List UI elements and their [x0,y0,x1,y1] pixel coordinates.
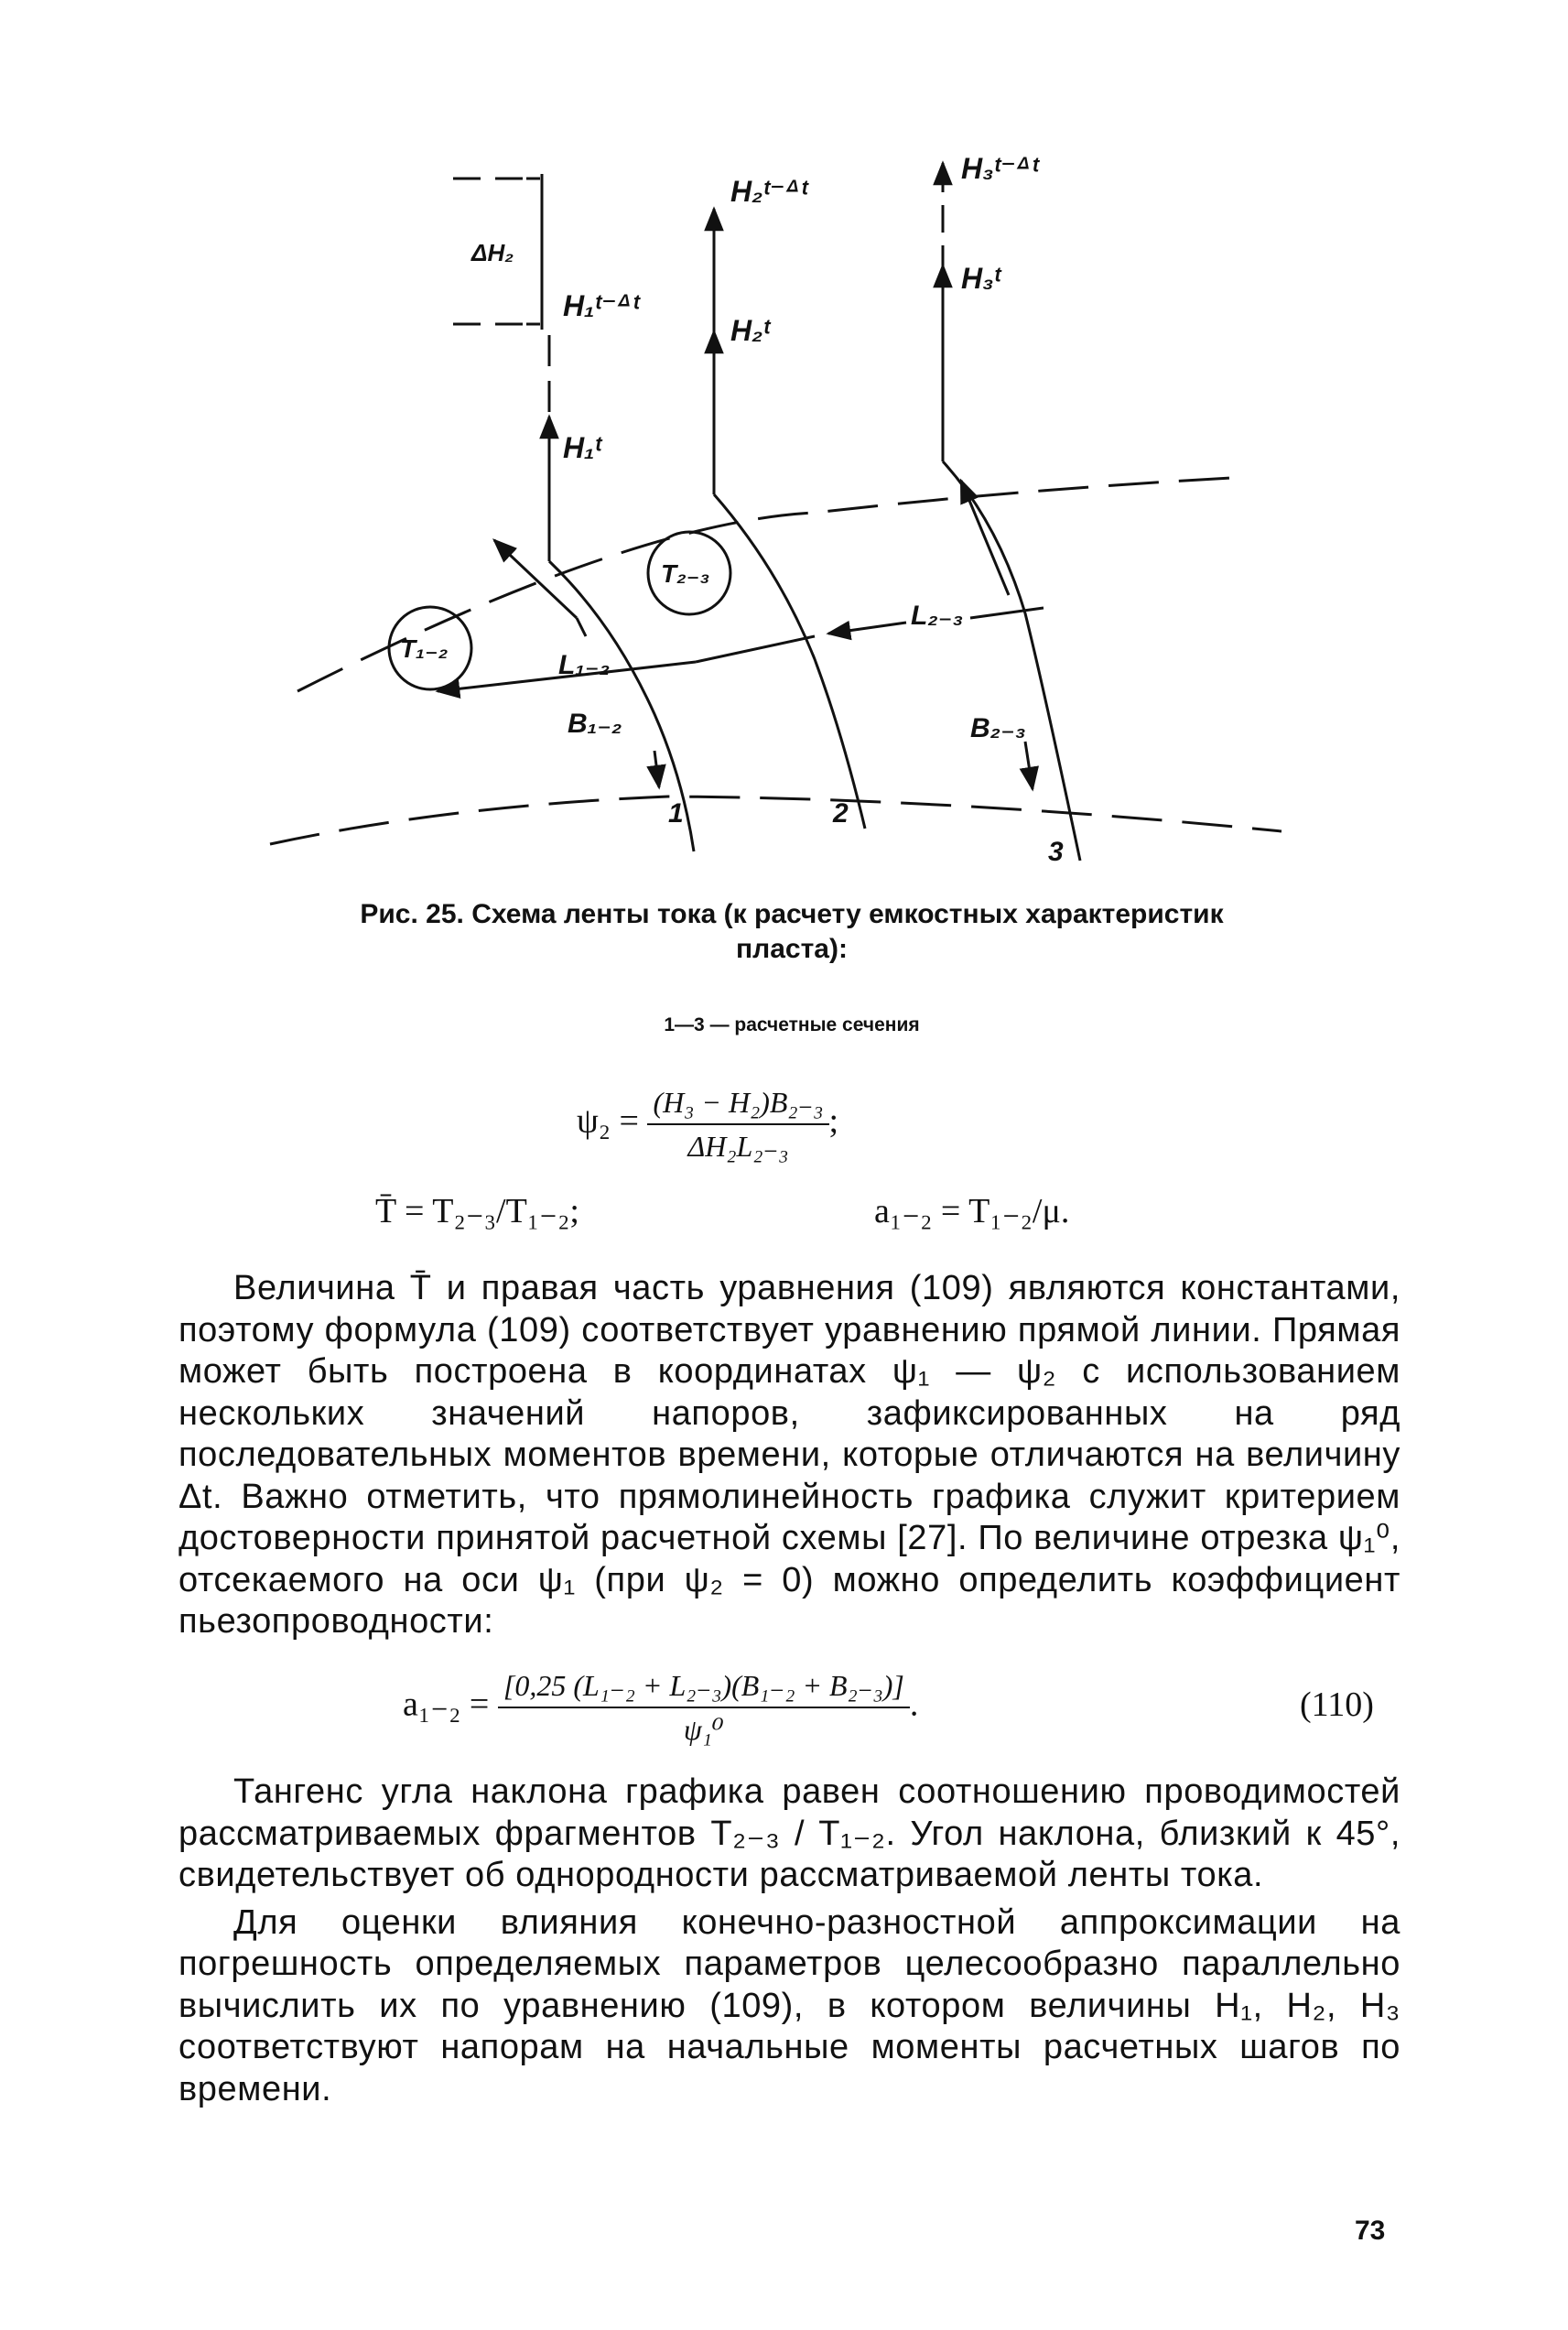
paragraph-1: Величина T̄ и правая часть уравнения (109) являются константами, поэтому формула (109) соответствует уравнению прямой линии. Прямая может быть построена в координатах ψ₁ — ψ₂ с использованием нескольких значений напоров, зафиксированных на ряд последовательных моментов времени, которые отличаются на величину Δt. Важно отметить, что прямолинейность графика служит критерием достоверности принятой расчетной схемы [27]. По величине отрезка ψ₁⁰, отсекаемого на оси ψ₁ (при ψ₂ = 0) можно определить коэффициент пьезопроводности: [178,1269,1400,1641]
paragraph-2: Тангенс угла наклона графика равен соотношению проводимостей рассматриваемых фрагментов T₂₋₃ / T₁₋₂. Угол наклона, близкий к 45°, свидетельствует об однородности рассматриваемой ленты тока. [178,1772,1400,1894]
h3-cur-label: H₃ᵗ [961,262,1001,295]
e110-end: . [909,1685,919,1724]
b12-label: B₁₋₂ [568,709,622,739]
e110-numerator: [0,25 (L₁₋₂ + L₂₋₃)(B₁₋₂ + B₂₋₃)] [498,1668,910,1708]
b23-label: B₂₋₃ [970,713,1026,743]
section-2-label: 2 [833,798,849,829]
paragraph-1-block [178,1268,1400,1643]
h2-cur-label: H₂ᵗ [730,314,770,347]
psi2-end: ; [828,1101,839,1141]
page-number: 73 [1355,2216,1386,2246]
paragraph-3: Для оценки влияния конечно-разностной аппроксимации на погрешность определяемых параметров целесообразно параллельно вычислить их по уравнению (109), в котором величины H₁, H₂, H₃ соответствуют напорам на начальные моменты расчетных шагов по времени. [178,1902,1400,2108]
section-2-curve [714,494,865,829]
stream-tube-svg [265,137,1318,897]
psi2-fraction [647,1085,828,1164]
l23-arrow [696,636,815,662]
h2-prev-label: H₂ᵗ⁻ᐞᵗ [730,175,808,208]
equation-tbar: T̄ = T₂₋₃/T₁₋₂; [375,1192,579,1230]
figure-legend: 1—3 — расчетные сечения [664,1014,920,1035]
t12-label: T₁₋₂ [400,634,449,663]
h1-prev-label: H₁ᵗ⁻ᐞᵗ [563,289,640,322]
paragraph-2-3-block [178,1772,1400,2110]
stream-tube-diagram [265,137,1318,897]
psi2-lhs: ψ₂ = [577,1101,639,1141]
e110-fraction [498,1668,910,1747]
b12-arrow [494,540,577,618]
l23-arrow-head [828,623,906,634]
section-3-label: 3 [1048,837,1064,867]
lower-boundary-line [270,797,1281,844]
b23-arrow [961,481,1009,595]
section-3-curve [943,461,1080,861]
t23-label: T₂₋₃ [661,559,710,588]
e110-lhs: a₁₋₂ = [403,1685,490,1724]
psi2-numerator: (H₃ − H₂)B₂₋₃ [647,1085,828,1125]
equation-psi2 [577,1085,838,1164]
l12-label: L₁₋₂ [558,650,611,680]
e110-denominator: ψ₁⁰ [683,1713,724,1746]
caption-line-1: Рис. 25. Схема ленты тока (к расчету емкостных характеристик [360,899,1224,929]
equation-110 [403,1668,918,1747]
equation-110-number: (110) [1300,1685,1374,1724]
psi2-denominator: ΔH₂L₂₋₃ [687,1130,789,1163]
figure-caption [275,897,1309,967]
equation-a12: a₁₋₂ = T₁₋₂/μ. [874,1192,1070,1230]
section-1-label: 1 [668,798,684,829]
h3-prev-label: H₃ᵗ⁻ᐞᵗ [961,152,1039,185]
h1-cur-label: H₁ᵗ [563,431,601,464]
l23-label: L₂₋₃ [911,601,964,631]
caption-line-2: пласта): [736,934,848,964]
dh2-label: ΔH₂ [471,239,514,266]
